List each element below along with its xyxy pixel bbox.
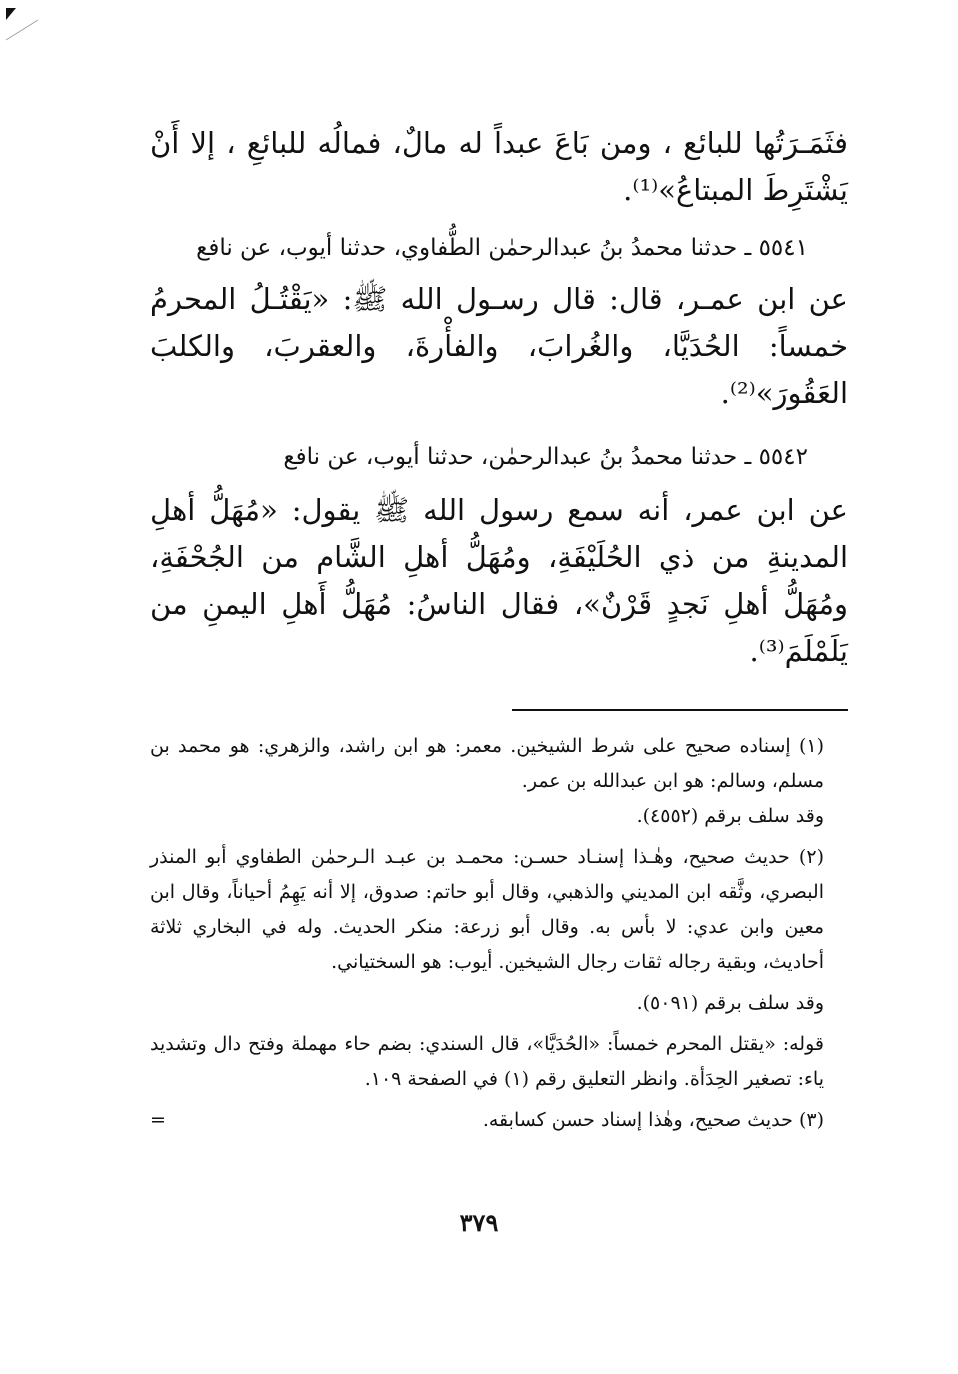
scan-corner-mark bbox=[4, 6, 44, 46]
footnote-2-reference: وقد سلف برقم (٥٠٩١). bbox=[636, 992, 824, 1014]
continuation-mark: = bbox=[150, 1109, 166, 1131]
hadith-5541-isnad: ٥٥٤١ ـ حدثنا محمدُ بنُ عبدالرحمٰن الطُّفاوي، حدثنا أيوب، عن نافع bbox=[196, 235, 808, 261]
hadith-5542-text: عن ابن عمر، أنه سمع رسول الله ﷺ يقول: «مُهَلُّ أهلِ المدينةِ من ذي الحُلَيْفَةِ، ومُهَلُّ أهلِ الشَّام من الجُحْفَةِ، ومُهَلُّ أهلِ نَجدٍ قَرْنٌ»، فقال الناسُ: مُهَلُّ أَهلِ اليمنِ من يَلَمْلَمَ⁽³⁾. bbox=[150, 493, 848, 668]
footnote-1-reference: وقد سلف برقم (٤٥٥٢). bbox=[636, 805, 824, 827]
footnote-2-commentary: قوله: «يقتل المحرم خمساً: «الحُدَيَّا»، قال السندي: بضم حاء مهملة وفتح دال وتشديد ياء: تصغير الحِدَأة. وانظر التعليق رقم (١) في الصفحة ١٠٩. bbox=[150, 1033, 824, 1090]
footnote-1: (١) إسناده صحيح على شرط الشيخين. معمر: هو ابن راشد، والزهري: هو محمد بن مسلم، وسالم: هو ابن عبدالله بن عمر. bbox=[150, 735, 824, 792]
footnote-3-row bbox=[150, 1103, 848, 1138]
footnotes bbox=[150, 729, 848, 1138]
hadith-continuation: فثَمَـرَتُها للبائع ، ومن بَاعَ عبداً له مالٌ، فمالُه للبائعِ ، إلا أَنْ يَشْتَرِطَ المبتاعُ»⁽¹⁾. bbox=[150, 126, 848, 207]
hadith-5542-isnad: ٥٥٤٢ ـ حدثنا محمدُ بنُ عبدالرحمٰن، حدثنا أيوب، عن نافع bbox=[283, 444, 808, 470]
hadith-5541-text: عن ابن عمـر، قال: قال رسـول الله ﷺ: «يَقْتُـلُ المحرمُ خمساً: الحُدَيَّا، والغُرابَ، والفأْرةَ، والعقربَ، والكلبَ العَقُورَ»⁽²⁾. bbox=[150, 282, 848, 410]
footnote-2: (٢) حديث صحيح، وهٰـذا إسنـاد حسـن: محمـد بن عبـد الـرحمٰن الطفاوي أبو المنذر البصري، وثَّقه ابن المديني والذهبي، وقال أبو حاتم: صدوق، إلا أنه يَهِمُ أحياناً، وقال ابن معين وابن عدي: لا بأس به. وقال أبو زرعة: منكر الحديث. وله في البخاري ثلاثة أحاديث، وبقية رجاله ثقات رجال الشيخين. أيوب: هو السختياني. bbox=[150, 846, 824, 973]
page-number: ٣٧٩ bbox=[459, 1208, 499, 1237]
footnote-separator bbox=[512, 709, 848, 711]
page-content bbox=[150, 118, 848, 1138]
footnote-3: (٣) حديث صحيح، وهٰذا إسناد حسن كسابقه. bbox=[482, 1109, 824, 1131]
